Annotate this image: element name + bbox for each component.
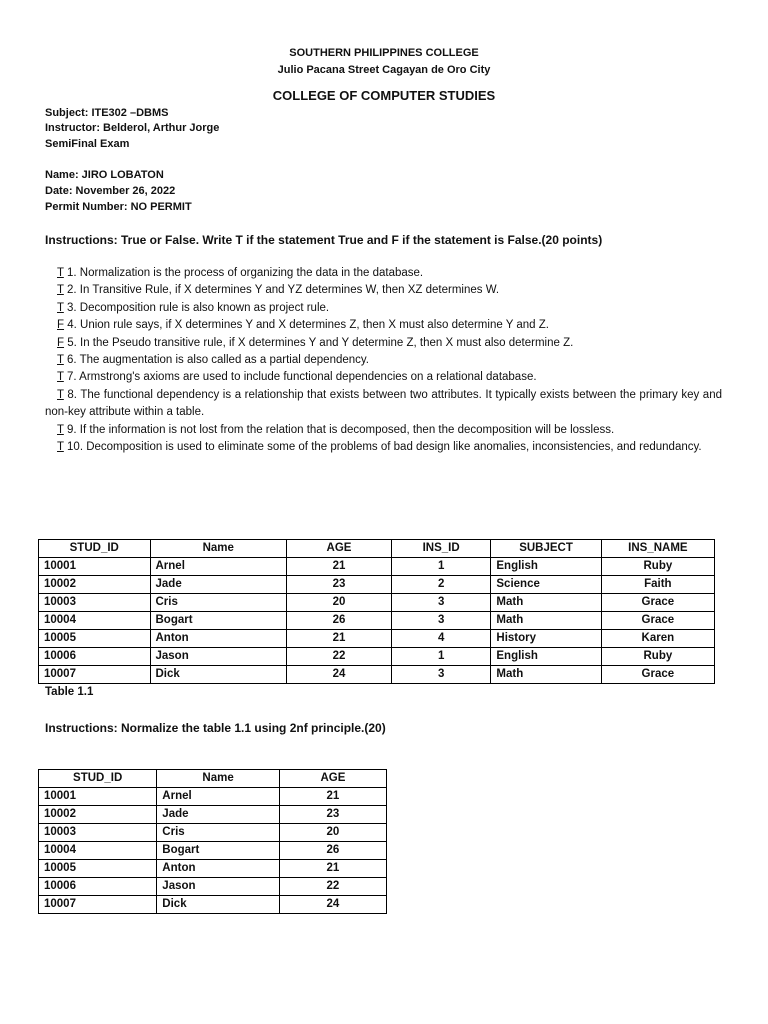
tf-statement: 1. Normalization is the process of organizing the data in the database. (63, 267, 424, 279)
table-cell: Arnel (150, 558, 287, 576)
tf-statement: 6. The augmentation is also called as a partial dependency. (63, 354, 369, 367)
date-line: Date: November 26, 2022 (45, 185, 176, 197)
table-cell: Dick (157, 896, 280, 914)
tf-answer: T (57, 423, 64, 436)
table-1-1 (38, 539, 715, 684)
tf-item (45, 317, 722, 334)
table-row (39, 630, 715, 648)
tf-item (45, 265, 722, 282)
table-cell: Dick (150, 666, 287, 684)
table-cell: 10002 (39, 806, 157, 824)
table-cell: 10007 (39, 666, 151, 684)
table-cell: Ruby (601, 648, 714, 666)
tf-answer: T (57, 371, 64, 384)
table-cell: 26 (287, 612, 392, 630)
table-row (39, 576, 715, 594)
table-cell: 1 (391, 648, 490, 666)
table-cell: 1 (391, 558, 490, 576)
tf-statement: 9. If the information is not lost from the relation that is decomposed, then the decomposition will be lossless. (63, 423, 615, 436)
table-cell: 23 (287, 576, 392, 594)
school-name: SOUTHERN PHILIPPINES COLLEGE (289, 47, 479, 59)
table-row (39, 666, 715, 684)
table-cell: 10007 (39, 896, 157, 914)
table-row (39, 896, 387, 914)
table-cell: 22 (279, 878, 386, 896)
tf-statement: 10. Decomposition is used to eliminate some of the problems of bad design like anomalies, inconsistencies, and redundancy. (63, 441, 702, 454)
tf-statement: 8. The functional dependency is a relationship that exists between two attributes. It typically exists between the primary key and non-key attribute within a table. (45, 388, 722, 419)
table-cell: Jason (150, 648, 287, 666)
table-header-row (39, 540, 715, 558)
college-name: COLLEGE OF COMPUTER STUDIES (272, 88, 496, 103)
table-cell: 22 (287, 648, 392, 666)
table-cell: Jason (157, 878, 280, 896)
table-cell: Karen (601, 630, 714, 648)
table-cell: 3 (391, 666, 490, 684)
table-cell: Grace (601, 666, 714, 684)
normalize-instructions: Instructions: Normalize the table 1.1 using 2nf principle.(20) (45, 721, 386, 735)
tf-answer: T (57, 441, 64, 454)
table-cell: History (491, 630, 601, 648)
tf-instructions: Instructions: True or False. Write T if the statement True and F if the statement is False.(20 points) (45, 233, 603, 247)
column-header: INS_ID (391, 540, 490, 558)
table-cell: 10004 (39, 612, 151, 630)
column-header: SUBJECT (491, 540, 601, 558)
tf-answer: F (57, 319, 65, 332)
table-cell: Bogart (157, 842, 280, 860)
table-cell: 24 (279, 896, 386, 914)
table-row (39, 594, 715, 612)
table-row (39, 860, 387, 878)
column-header: AGE (287, 540, 392, 558)
column-header: STUD_ID (39, 770, 157, 788)
table-row (39, 842, 387, 860)
permit-line: Permit Number: NO PERMIT (45, 201, 192, 213)
table-cell: 20 (287, 594, 392, 612)
table-cell: 21 (287, 558, 392, 576)
table-row (39, 648, 715, 666)
column-header: Name (157, 770, 280, 788)
table-cell: Anton (157, 860, 280, 878)
table-cell: Jade (150, 576, 287, 594)
tf-statement: 5. In the Pseudo transitive rule, if X determines Y and Y determine Z, then X must also determine Z. (64, 336, 574, 349)
table-cell: Math (491, 594, 601, 612)
table-row (39, 558, 715, 576)
table-cell: 24 (287, 666, 392, 684)
tf-answer: T (57, 284, 64, 297)
column-header: Name (150, 540, 287, 558)
table-cell: 10005 (39, 630, 151, 648)
table-cell: 3 (391, 594, 490, 612)
table-cell: Jade (157, 806, 280, 824)
table-cell: 10002 (39, 576, 151, 594)
table-cell: Math (491, 666, 601, 684)
table-cell: Cris (157, 824, 280, 842)
table-cell: English (491, 558, 601, 576)
tf-answer: F (57, 336, 65, 349)
table-cell: 23 (279, 806, 386, 824)
table-cell: Bogart (150, 612, 287, 630)
column-header: STUD_ID (39, 540, 151, 558)
table-cell: 3 (391, 612, 490, 630)
table-cell: 4 (391, 630, 490, 648)
true-false-list (45, 265, 722, 456)
table-cell: English (491, 648, 601, 666)
tf-answer: T (57, 301, 64, 314)
table-cell: 10001 (39, 558, 151, 576)
table-row (39, 824, 387, 842)
table-cell: 10003 (39, 824, 157, 842)
exam-line: SemiFinal Exam (45, 138, 130, 150)
column-header: AGE (279, 770, 386, 788)
tf-item (45, 369, 722, 386)
table-row (39, 878, 387, 896)
tf-answer: T (57, 267, 64, 279)
tf-item (45, 387, 722, 422)
tf-statement: 7. Armstrong's axioms are used to include functional dependencies on a relational database. (63, 371, 537, 384)
table-cell: Faith (601, 576, 714, 594)
column-header: INS_NAME (601, 540, 714, 558)
subject-line: Subject: ITE302 –DBMS (45, 107, 169, 119)
tf-statement: 2. In Transitive Rule, if X determines Y and YZ determines W, then XZ determines W. (63, 284, 500, 297)
table-cell: Arnel (157, 788, 280, 806)
table-cell: 10003 (39, 594, 151, 612)
tf-answer: T (57, 354, 64, 367)
table-cell: 21 (287, 630, 392, 648)
table-caption: Table 1.1 (45, 686, 94, 698)
table-cell: 10006 (39, 648, 151, 666)
table-cell: Cris (150, 594, 287, 612)
table-cell: 21 (279, 860, 386, 878)
table-cell: 10006 (39, 878, 157, 896)
table-cell: 21 (279, 788, 386, 806)
table-row (39, 806, 387, 824)
tf-item (45, 335, 722, 352)
table-cell: 10005 (39, 860, 157, 878)
table-cell: Anton (150, 630, 287, 648)
table-cell: 2 (391, 576, 490, 594)
table-cell: Grace (601, 594, 714, 612)
table-cell: 20 (279, 824, 386, 842)
table-header-row (39, 770, 387, 788)
table-cell: Math (491, 612, 601, 630)
table-row (39, 788, 387, 806)
table-cell: 10001 (39, 788, 157, 806)
tf-statement: 3. Decomposition rule is also known as project rule. (63, 301, 330, 314)
table-cell: 10004 (39, 842, 157, 860)
tf-statement: 4. Union rule says, if X determines Y and X determines Z, then X must also determine Y and Z. (64, 319, 549, 332)
tf-answer: T (57, 388, 64, 401)
student-name-line: Name: JIRO LOBATON (45, 169, 164, 181)
tf-item (45, 352, 722, 369)
tf-item (45, 422, 722, 439)
table-2nf-student (38, 769, 387, 914)
table-cell: Grace (601, 612, 714, 630)
table-cell: 26 (279, 842, 386, 860)
tf-item (45, 282, 722, 299)
instructor-line: Instructor: Belderol, Arthur Jorge (45, 122, 220, 134)
table-cell: Ruby (601, 558, 714, 576)
table-row (39, 612, 715, 630)
school-address: Julio Pacana Street Cagayan de Oro City (277, 64, 491, 76)
tf-item (45, 439, 722, 456)
tf-item (45, 300, 722, 317)
table-cell: Science (491, 576, 601, 594)
